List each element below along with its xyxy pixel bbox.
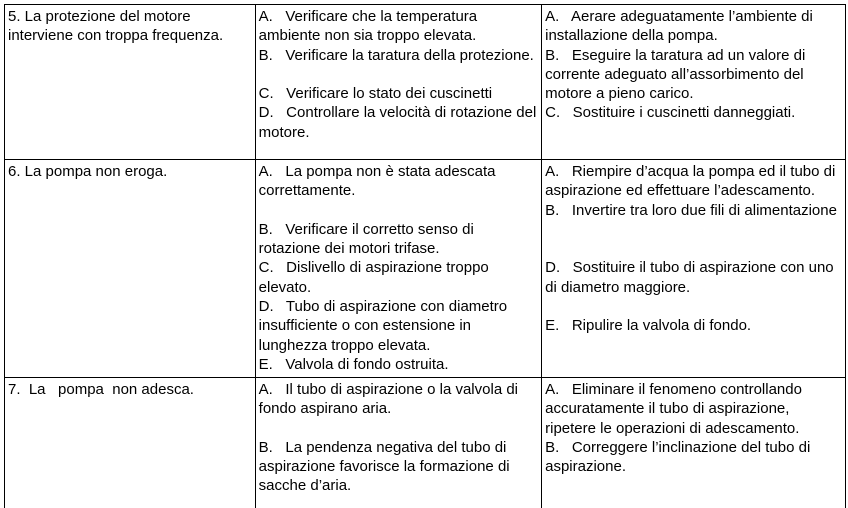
cause-item (259, 258, 538, 297)
remedy-letter: B. (545, 438, 560, 456)
remedy-letter: B. (545, 46, 560, 64)
causes-cell (255, 160, 541, 378)
remedy-letter: B. (545, 201, 560, 219)
cause-item (259, 380, 538, 419)
remedy-letter: A. (545, 381, 560, 398)
cause-item (259, 355, 538, 374)
cause-letter: B. (258, 46, 273, 64)
cause-letter: E. (258, 355, 273, 373)
remedy-text: Eliminare il fenomeno controllando accuratamente il tubo di aspirazione, ripetere le operazioni di adescamento. (545, 381, 807, 437)
cause-item (259, 297, 538, 355)
remedy-item (545, 162, 842, 201)
cause-item (258, 103, 541, 142)
cause-text: Controllare la velocità di rotazione del motore. (258, 104, 541, 141)
remedy-item (545, 7, 842, 46)
cause-letter: C. (258, 85, 274, 103)
problem-cell (5, 5, 256, 160)
cause-text: Verificare che la temperatura ambiente non sia troppo elevata. (258, 8, 482, 45)
cause-letter: A. (258, 8, 273, 25)
remedy-item (545, 438, 842, 477)
remedy-text: Ripulire la valvola di fondo. (571, 317, 752, 335)
remedy-item (545, 201, 842, 220)
remedy-item (545, 258, 842, 297)
cause-letter: B. (258, 220, 273, 238)
remedy-text: Correggere l’inclinazione del tubo di aspirazione. (545, 438, 815, 476)
cause-item (259, 438, 538, 496)
remedies-cell (542, 378, 846, 508)
cause-text: Dislivello di aspirazione troppo elevato. (258, 259, 493, 296)
problem-text: 7. La pompa non adesca. (8, 381, 194, 398)
cause-text: Valvola di fondo ostruita. (285, 355, 449, 373)
cause-letter: D. (258, 104, 274, 122)
cause-text: La pompa non è stata adescata correttamente. (258, 163, 500, 200)
remedy-item (545, 380, 842, 438)
cause-letter: A. (258, 163, 273, 180)
cause-text: Il tubo di aspirazione o la valvola di fondo aspirano aria. (258, 381, 523, 418)
cause-item (259, 46, 538, 65)
remedies-cell (542, 5, 846, 160)
table-row (5, 160, 846, 378)
table-row (5, 5, 846, 160)
remedy-letter: A. (545, 163, 560, 180)
remedy-item (545, 103, 842, 122)
cause-letter: C. (258, 259, 274, 277)
remedy-text: Invertire tra loro due fili di alimentazione (571, 201, 837, 219)
cause-item (259, 84, 538, 103)
cause-item (259, 162, 538, 201)
cause-letter: B. (258, 438, 273, 456)
remedy-letter: C. (545, 104, 561, 122)
remedy-text: Riempire d’acqua la pompa ed il tubo di aspirazione ed effettuare l’adescamento. (545, 163, 840, 200)
cause-text: La pendenza negativa del tubo di aspirazione favorisce la formazione di sacche d’aria. (258, 438, 514, 495)
cause-letter: A. (258, 381, 273, 398)
problem-text: 5. La protezione del motore interviene con troppa frequenza. (8, 8, 224, 45)
remedy-text: Aerare adeguatamente l’ambiente di installazione della pompa. (545, 8, 817, 45)
remedy-text: Sostituire il tubo di aspirazione con uno di diametro maggiore. (545, 259, 838, 296)
remedy-item (545, 46, 842, 104)
cause-item (259, 220, 538, 259)
troubleshooting-table (4, 4, 846, 508)
cause-item (259, 7, 538, 46)
cause-text: Tubo di aspirazione con diametro insufficiente o con estensione in lunghezza troppo elevata. (258, 298, 512, 354)
cause-letter: D. (258, 298, 274, 316)
remedy-letter: E. (545, 317, 560, 335)
remedy-text: Sostituire i cuscinetti danneggiati. (572, 104, 796, 122)
remedy-letter: D. (545, 259, 561, 277)
remedies-cell (542, 160, 846, 378)
problem-cell (5, 378, 256, 508)
table-row (5, 378, 846, 508)
cause-text: Verificare lo stato dei cuscinetti (286, 85, 493, 103)
remedy-text: Eseguire la taratura ad un valore di corrente adeguato all’assorbimento del motore a pieno carico. (545, 46, 810, 103)
remedy-letter: A. (545, 8, 560, 25)
remedy-item (545, 316, 842, 335)
causes-cell (255, 5, 541, 160)
cause-text: Verificare il corretto senso di rotazione dei motori trifase. (258, 220, 478, 258)
causes-cell (255, 378, 541, 508)
problem-cell (5, 160, 256, 378)
cause-text: Verificare la taratura della protezione. (285, 46, 534, 64)
problem-text: 6. La pompa non eroga. (8, 163, 168, 180)
